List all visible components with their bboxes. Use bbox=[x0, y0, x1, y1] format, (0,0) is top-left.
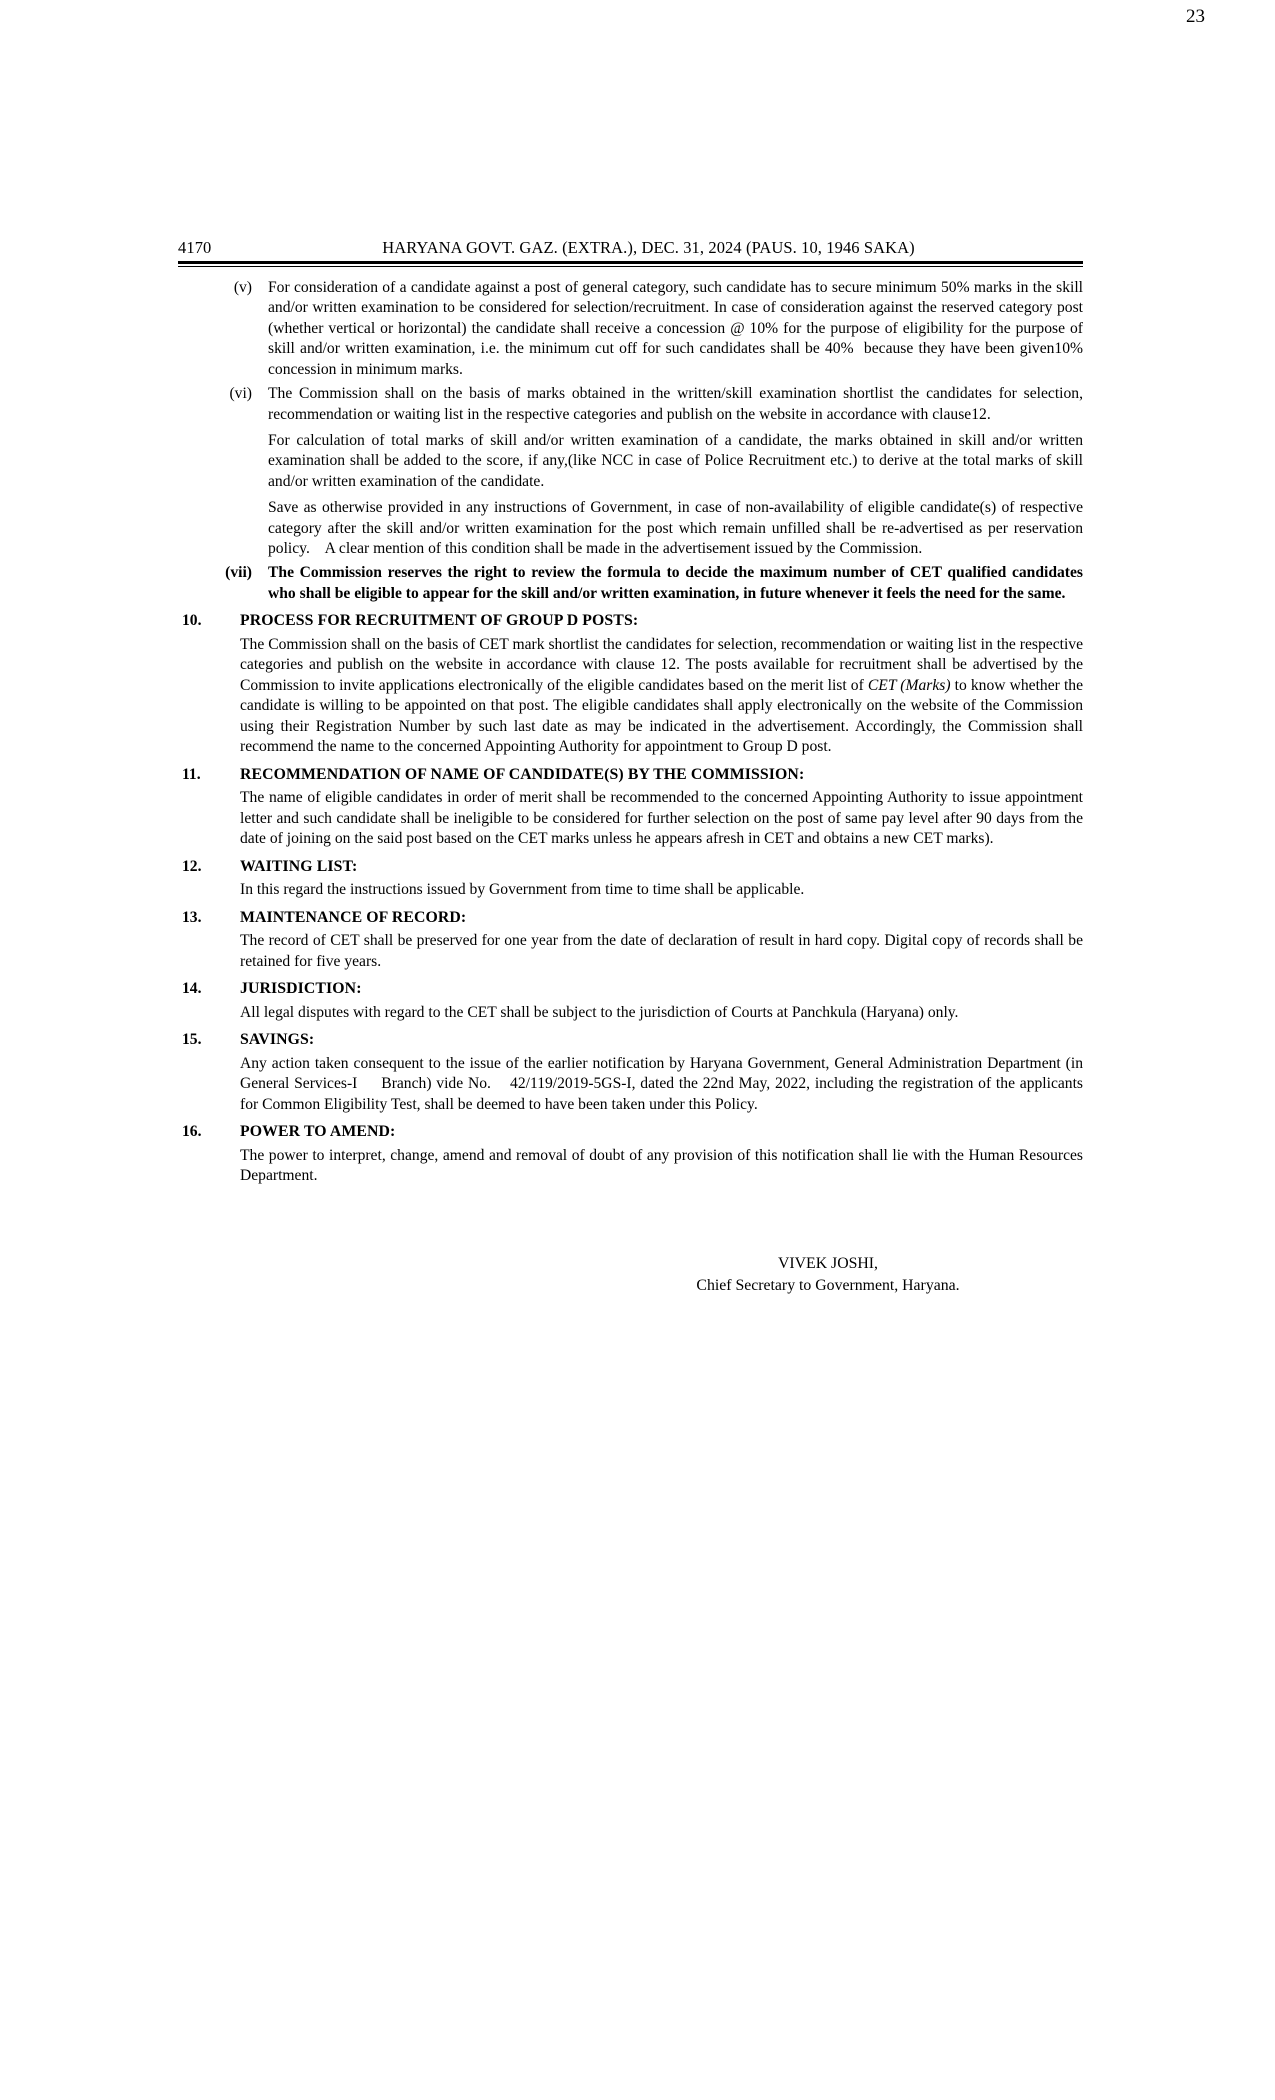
section-11 bbox=[178, 765, 1083, 786]
section-10-body bbox=[178, 635, 1083, 758]
section-13-paragraph: The record of CET shall be preserved for one year from the date of declaration of result in hard copy. Digital copy of records shall be retained for five years. bbox=[240, 932, 1083, 970]
section-10-text-pre: The Commission shall on the basis of CET mark shortlist the candidates for selection, recommendation or waiting list in the respective categories and publish on the website in accordance with clause 12. The posts available for recruitment shall be advertised by the Commission to invite applications electronically of the eligible candidates based on the merit list of bbox=[240, 636, 1083, 694]
section-14-paragraph: All legal disputes with regard to the CET shall be subject to the jurisdiction of Courts at Panchkula (Haryana) only. bbox=[240, 1003, 959, 1021]
section-10-heading: PROCESS FOR RECRUITMENT OF GROUP D POSTS: bbox=[240, 612, 639, 630]
section-10-text-italic: CET (Marks) bbox=[867, 676, 951, 694]
clause-marker-vi: (vi) bbox=[229, 385, 252, 403]
section-14-heading: JURISDICTION: bbox=[240, 980, 362, 998]
section-14-number: 14. bbox=[182, 980, 202, 998]
clause-vi-paragraph-1: The Commission shall on the basis of marks obtained in the written/skill examination shortlist the candidates for selection, recommendation or waiting list in the respective categories and publish on the website in accordance with clause12. bbox=[268, 385, 1083, 423]
section-11-body bbox=[178, 788, 1083, 849]
section-10-content bbox=[240, 611, 1083, 632]
section-12-heading: WAITING LIST: bbox=[240, 857, 358, 875]
section-13 bbox=[178, 908, 1083, 929]
section-15 bbox=[178, 1030, 1083, 1051]
section-16-body bbox=[178, 1146, 1083, 1187]
spacer bbox=[178, 972, 1083, 979]
section-14-content bbox=[240, 979, 1083, 1000]
section-11-heading: RECOMMENDATION OF NAME OF CANDIDATE(S) BY THE COMMISSION: bbox=[240, 765, 805, 783]
section-12 bbox=[178, 857, 1083, 878]
header-rule-thick bbox=[178, 261, 1083, 264]
spacer bbox=[178, 1115, 1083, 1122]
section-12-body bbox=[178, 880, 1083, 900]
section-10-number: 10. bbox=[182, 612, 202, 630]
section-16 bbox=[178, 1122, 1083, 1143]
section-12-content bbox=[240, 857, 1083, 878]
section-16-heading: POWER TO AMEND: bbox=[240, 1123, 396, 1141]
clause-marker-vii: (vii) bbox=[225, 564, 252, 582]
section-12-number: 12. bbox=[182, 857, 202, 875]
section-10-text-post: to know whether the candidate is willing to be appointed on that post. The eligible candidates shall apply electronically on the website of the Commission using their Registration Number by such last date as may be indicated in the advertisement. Accordingly, the Commission shall recommend the name to the concerned Appointing Authority for appointment to Group D post. bbox=[240, 676, 1083, 756]
signature-block bbox=[178, 1253, 1083, 1297]
section-13-body bbox=[178, 931, 1083, 972]
spacer bbox=[178, 604, 1083, 611]
clause-item-vi bbox=[178, 384, 1083, 559]
section-11-paragraph: The name of eligible candidates in order of merit shall be recommended to the concerned Appointing Authority to issue appointment letter and such candidate shall be ineligible to be considered for further selection on the post of same pay level after 90 days from the date of joining on the said post based on the CET marks unless he appears afresh in CET and obtains a new CET marks). bbox=[240, 789, 1083, 848]
spacer bbox=[178, 1023, 1083, 1030]
clause-content-v bbox=[268, 278, 1083, 380]
section-14-body bbox=[178, 1003, 1083, 1023]
running-header-title: HARYANA GOVT. GAZ. (EXTRA.), DEC. 31, 2024 (PAUS. 10, 1946 SAKA) bbox=[382, 238, 915, 257]
section-10-paragraph bbox=[240, 635, 1083, 758]
clause-content-vii bbox=[268, 563, 1083, 604]
document-body bbox=[178, 267, 1083, 1296]
page-number: 23 bbox=[1186, 6, 1205, 27]
running-header bbox=[178, 238, 1083, 260]
section-13-number: 13. bbox=[182, 908, 202, 926]
section-15-heading: SAVINGS: bbox=[240, 1031, 315, 1049]
clause-vii-paragraph-1: The Commission reserves the right to review the formula to decide the maximum number of CET qualified candidates who shall be eligible to appear for the skill and/or written examination, in future whenever it feels the need for the same. bbox=[268, 564, 1083, 602]
spacer bbox=[178, 758, 1083, 765]
section-15-number: 15. bbox=[182, 1031, 202, 1049]
section-10 bbox=[178, 611, 1083, 632]
section-13-heading: MAINTENANCE OF RECORD: bbox=[240, 908, 467, 926]
section-16-paragraph: The power to interpret, change, amend and removal of doubt of any provision of this notification shall lie with the Human Resources Department. bbox=[240, 1146, 1083, 1185]
spacer bbox=[178, 901, 1083, 908]
clause-item-vii bbox=[178, 563, 1083, 604]
clause-vi-paragraph-2: For calculation of total marks of skill and/or written examination of a candidate, the marks obtained in skill and/or written examination shall be added to the score, if any,(like NCC in case of Police Recruitment etc.) to derive at the total marks of skill and/or written examination of the candidate. bbox=[268, 431, 1083, 490]
section-15-content bbox=[240, 1030, 1083, 1051]
section-11-number: 11. bbox=[182, 765, 201, 783]
section-14 bbox=[178, 979, 1083, 1000]
clause-v-paragraph-1: For consideration of a candidate against a post of general category, such candidate has to secure minimum 50% marks in the skill and/or written examination to be considered for selection/recruitment. In case of consideration against the reserved category post (whether vertical or horizontal) the candidate shall receive a concession @ 10% for the purpose of eligibility for the purpose of skill and/or written examination, i.e. the minimum cut off for such candidates shall be 40% because they have been given10% concession in minimum marks. bbox=[268, 279, 1083, 378]
section-11-content bbox=[240, 765, 1083, 786]
signatory-designation: Chief Secretary to Government, Haryana. bbox=[696, 1276, 960, 1294]
clause-marker-v: (v) bbox=[233, 279, 252, 296]
section-12-paragraph: In this regard the instructions issued by Government from time to time shall be applicable. bbox=[240, 881, 805, 899]
section-13-content bbox=[240, 908, 1083, 929]
section-16-number: 16. bbox=[182, 1123, 202, 1141]
page-text-column bbox=[178, 238, 1083, 1296]
section-15-paragraph: Any action taken consequent to the issue of the earlier notification by Haryana Government, General Administration Department (in General Services-I Branch) vide No. 42/119/2019-5GS-I, dated the 22nd May, 2022, including the registration of the applicants for Common Eligibility Test, shall be deemed to have been taken under this Policy. bbox=[240, 1054, 1083, 1113]
clause-content-vi bbox=[268, 384, 1083, 559]
spacer bbox=[178, 850, 1083, 857]
clause-vi-paragraph-3: Save as otherwise provided in any instructions of Government, in case of non-availability of eligible candidate(s) of respective category after the skill and/or written examination for the post which remain unfilled shall be re-advertised as per reservation policy. A clear mention of this condition shall be made in the advertisement issued by the Commission. bbox=[268, 499, 1083, 558]
section-15-body bbox=[178, 1054, 1083, 1115]
signatory-name: VIVEK JOSHI, bbox=[777, 1254, 879, 1272]
clause-item-v bbox=[178, 278, 1083, 380]
running-header-folio: 4170 bbox=[178, 238, 212, 257]
section-16-content bbox=[240, 1122, 1083, 1143]
